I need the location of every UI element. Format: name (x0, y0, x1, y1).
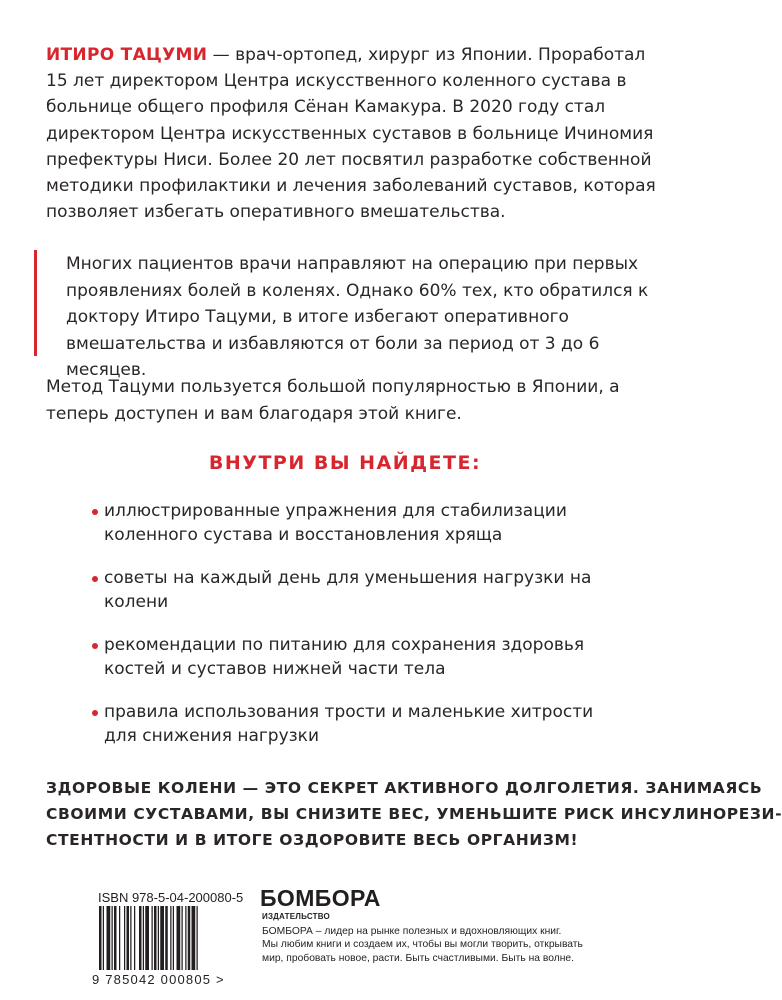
closing-line: ЗДОРОВЫЕ КОЛЕНИ — ЭТО СЕКРЕТ АКТИВНОГО ДОЛГОЛЕТИЯ. ЗАНИМАЯСЬ (46, 779, 763, 797)
feature-item (92, 633, 612, 681)
barcode-bar (112, 906, 113, 970)
barcode-bar (145, 906, 149, 970)
publisher-logo: БОМБОРА (260, 885, 381, 911)
feature-text: иллюстрированные упражнения для стабилизации коленного сустава и восстановления хряща (104, 501, 567, 545)
pull-quote: Многих пациентов врачи направляют на операцию при первых проявлениях болей в коленях. Однако 60% тех, кто обратился к доктору Итиро Тацуми, в итоге избегают оперативного вмешательства и избавляются от боли за период от 3 до 6 месяцев. (66, 254, 649, 381)
barcode-bar (192, 906, 196, 970)
inside-heading: ВНУТРИ ВЫ НАЙДЕТЕ: (208, 452, 482, 474)
barcode-bar (173, 906, 174, 970)
author-bio-text: — врач-ортопед, хирург из Японии. Проработал 15 лет директором Центра искусственного коленного сустава в больнице общего профиля Сёнан Камакура. В 2020 году стал директором Центра искусственных суставов в больнице Ичиномия префектуры Ниси. Более 20 лет посвятил разработке собственной методики профилактики и лечения заболеваний суставов, которая позволяет избегать оперативного вмешательства. (46, 45, 656, 223)
barcode-bar (154, 906, 157, 970)
publisher-about-line: мир, пробовать новое, расти. Быть счастливыми. Быть на волне. (262, 952, 575, 964)
bullet-icon (92, 509, 98, 515)
feature-item (92, 700, 612, 748)
method-paragraph: Метод Тацуми пользуется большой популярностью в Японии, а теперь доступен и вам благодаря этой книге. (46, 377, 620, 424)
feature-item (92, 499, 612, 547)
barcode-bar (119, 906, 120, 970)
barcode-bar (107, 906, 111, 970)
closing-line: СТЕНТНОСТИ И В ИТОГЕ ОЗДОРОВИТЕ ВЕСЬ ОРГАНИЗМ! (46, 831, 579, 849)
barcode-bar (152, 906, 153, 970)
barcode-bar (160, 906, 164, 970)
author-name: ИТИРО ТАЦУМИ (46, 45, 208, 65)
publisher-about-line: Мы любим книги и создаем их, чтобы вы могли творить, открывать (262, 939, 583, 951)
barcode-bar (99, 906, 102, 970)
publisher-about (262, 925, 592, 965)
feature-text: советы на каждый день для уменьшения нагрузки на колени (104, 568, 592, 612)
barcode-bar (177, 906, 181, 970)
barcode-bar (124, 906, 125, 970)
barcode-bar (114, 906, 117, 970)
barcode-bar (188, 906, 191, 970)
feature-text: рекомендации по питанию для сохранения здоровья костей и суставов нижней части тела (104, 635, 585, 679)
barcode (98, 906, 238, 970)
bullet-icon (92, 710, 98, 716)
barcode-bar (103, 906, 104, 970)
barcode-bar (170, 906, 171, 970)
barcode-bar (197, 906, 198, 970)
publisher-subtitle: ИЗДАТЕЛЬСТВО (262, 912, 330, 921)
barcode-bar (182, 906, 183, 970)
barcode-bar (139, 906, 142, 970)
closing-statement (46, 775, 782, 853)
bullet-icon (92, 576, 98, 582)
barcode-bar (127, 906, 130, 970)
feature-item (92, 566, 612, 614)
quote-accent-bar (34, 250, 37, 356)
publisher-about-line: БОМБОРА – лидер на рынке полезных и вдохновляющих книг. (262, 926, 562, 937)
barcode-bar (185, 906, 186, 970)
barcode-bar (143, 906, 144, 970)
isbn-label: ISBN 978-5-04-200080-5 (98, 890, 244, 905)
closing-line: СВОИМИ СУСТАВАМИ, ВЫ СНИЗИТЕ ВЕС, УМЕНЬШИТЕ РИСК ИНСУЛИНОРЕЗИ- (46, 805, 782, 823)
feature-list (92, 499, 612, 767)
barcode-bar (134, 906, 135, 970)
barcode-digits: 9 785042 000805 > (92, 972, 225, 987)
feature-text: правила использования трости и маленькие хитрости для снижения нагрузки (104, 702, 594, 746)
barcode-bar (158, 906, 159, 970)
author-bio (46, 42, 666, 225)
bullet-icon (92, 643, 98, 649)
barcode-bar (165, 906, 168, 970)
barcode-bar (130, 906, 131, 970)
